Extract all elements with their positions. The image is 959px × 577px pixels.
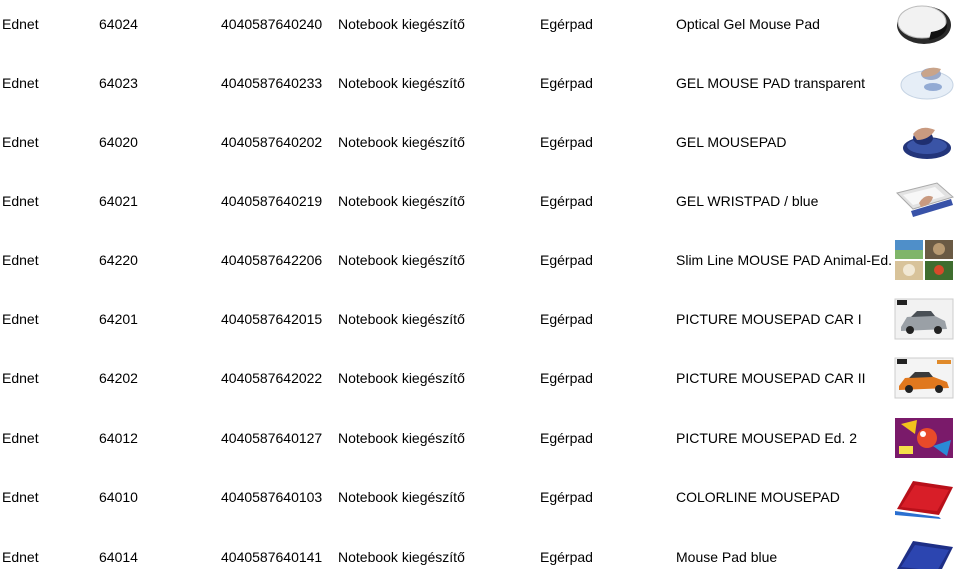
gel-mouse-pad-round-icon [893,2,955,46]
product-name-cell: Mouse Pad blue [676,549,778,565]
subcategory-cell: Egérpad [540,489,593,505]
subcategory-cell: Egérpad [540,252,593,268]
product-code-cell: 64023 [99,75,138,91]
product-name-cell: GEL WRISTPAD / blue [676,193,819,209]
ean-cell: 4040587640233 [221,75,323,91]
product-code-cell: 64202 [99,370,138,386]
subcategory-cell: Egérpad [540,430,593,446]
category-cell: Notebook kiegészítő [338,430,465,446]
brand-cell: Ednet [2,134,39,150]
brand-cell: Ednet [2,311,39,327]
subcategory-cell: Egérpad [540,134,593,150]
product-code-cell: 64020 [99,134,138,150]
colorline-mousepad-icon [893,475,955,519]
subcategory-cell: Egérpad [540,370,593,386]
ean-cell: 4040587640240 [221,16,323,32]
category-cell: Notebook kiegészítő [338,252,465,268]
table-row [0,63,959,103]
category-cell: Notebook kiegészítő [338,134,465,150]
category-cell: Notebook kiegészítő [338,193,465,209]
brand-cell: Ednet [2,430,39,446]
cartoon-mousepad-icon [893,416,955,460]
product-code-cell: 64014 [99,549,138,565]
table-row [0,299,959,339]
subcategory-cell: Egérpad [540,75,593,91]
product-name-cell: Optical Gel Mouse Pad [676,16,820,32]
table-row [0,181,959,221]
ean-cell: 4040587640127 [221,430,323,446]
brand-cell: Ednet [2,193,39,209]
animal-mousepad-collage-icon [893,238,955,282]
product-name-cell: PICTURE MOUSEPAD CAR I [676,311,862,327]
product-name-cell: GEL MOUSEPAD [676,134,787,150]
product-code-cell: 64021 [99,193,138,209]
blue-mousepad-icon [893,535,955,569]
product-code-cell: 64010 [99,489,138,505]
car-silver-mousepad-icon [893,297,955,341]
ean-cell: 4040587642015 [221,311,323,327]
table-row [0,537,959,577]
gel-mousepad-blue-icon [893,120,955,164]
category-cell: Notebook kiegészítő [338,311,465,327]
ean-cell: 4040587640141 [221,549,323,565]
subcategory-cell: Egérpad [540,16,593,32]
ean-cell: 4040587640202 [221,134,323,150]
product-name-cell: COLORLINE MOUSEPAD [676,489,840,505]
brand-cell: Ednet [2,75,39,91]
subcategory-cell: Egérpad [540,193,593,209]
table-row [0,477,959,517]
ean-cell: 4040587640103 [221,489,323,505]
table-row [0,4,959,44]
ean-cell: 4040587642206 [221,252,323,268]
table-row [0,358,959,398]
table-row [0,122,959,162]
ean-cell: 4040587640219 [221,193,323,209]
brand-cell: Ednet [2,252,39,268]
product-name-cell: GEL MOUSE PAD transparent [676,75,866,91]
product-code-cell: 64220 [99,252,138,268]
category-cell: Notebook kiegészítő [338,16,465,32]
gel-mouse-pad-transparent-icon [893,61,955,105]
category-cell: Notebook kiegészítő [338,370,465,386]
subcategory-cell: Egérpad [540,311,593,327]
subcategory-cell: Egérpad [540,549,593,565]
product-code-cell: 64024 [99,16,138,32]
product-name-cell: PICTURE MOUSEPAD Ed. 2 [676,430,858,446]
car-orange-mousepad-icon [893,356,955,400]
brand-cell: Ednet [2,16,39,32]
category-cell: Notebook kiegészítő [338,489,465,505]
brand-cell: Ednet [2,489,39,505]
category-cell: Notebook kiegészítő [338,549,465,565]
product-name-cell: PICTURE MOUSEPAD CAR II [676,370,866,386]
table-row [0,240,959,280]
keyboard-wristpad-icon [893,179,955,223]
category-cell: Notebook kiegészítő [338,75,465,91]
product-code-cell: 64012 [99,430,138,446]
table-row [0,418,959,458]
product-name-cell: Slim Line MOUSE PAD Animal-Ed. [676,252,893,268]
product-code-cell: 64201 [99,311,138,327]
brand-cell: Ednet [2,370,39,386]
ean-cell: 4040587642022 [221,370,323,386]
brand-cell: Ednet [2,549,39,565]
